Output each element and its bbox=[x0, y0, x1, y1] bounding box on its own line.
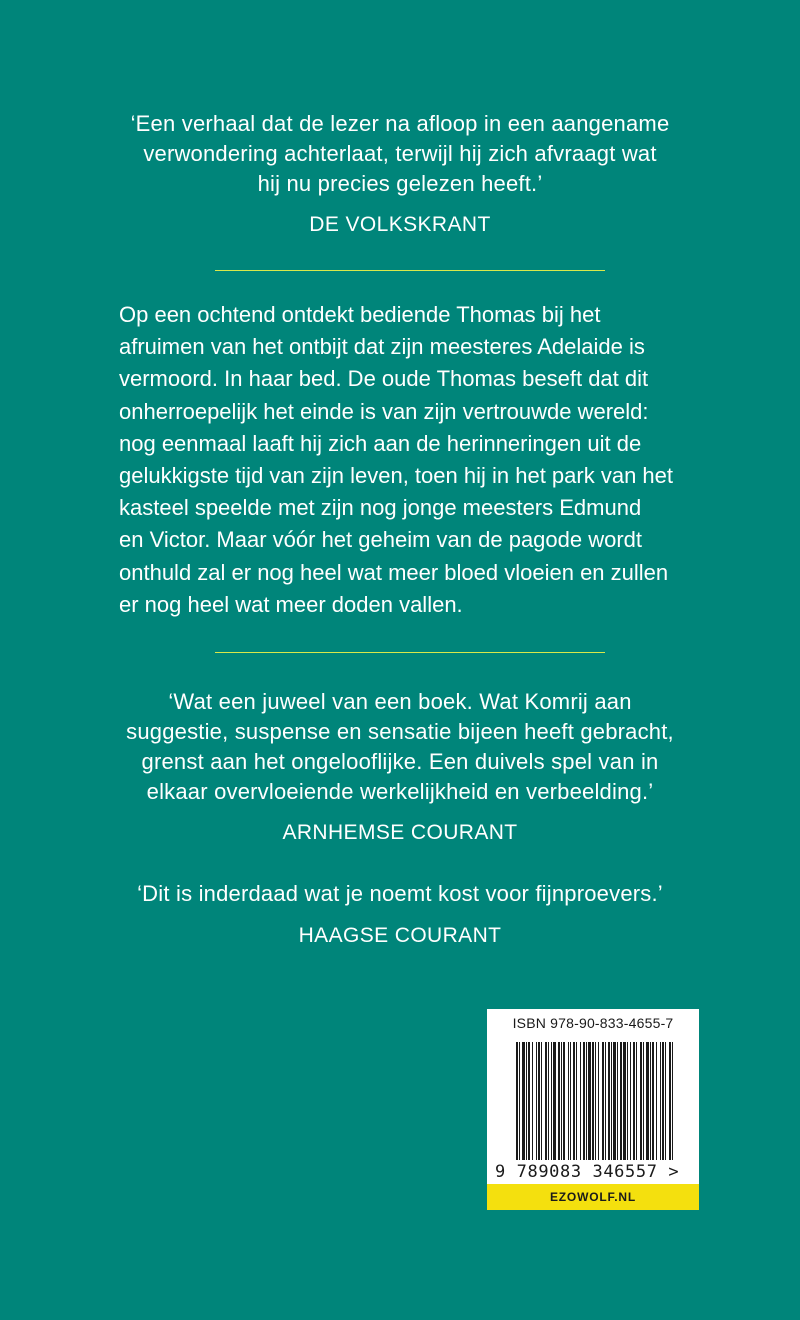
source-arnhemse-courant: ARNHEMSE COURANT bbox=[282, 821, 518, 844]
divider-rule bbox=[215, 270, 605, 271]
quote-arnhemse-courant: ‘Wat een juweel van een boek. Wat Komrij aan suggestie, suspense en sensatie bijeen heeft gebracht, grenst aan het ongelooflijke. Een duivels spel van in elkaar overvloeiende werkelijkheid en verbeelding.’ bbox=[126, 689, 674, 804]
source-volkskrant: DE VOLKSKRANT bbox=[309, 213, 491, 236]
quote-haagse-courant: ‘Dit is inderdaad wat je noemt kost voor fijnproevers.’ bbox=[137, 881, 663, 906]
blurb-text: Op een ochtend ontdekt bediende Thomas bij het afruimen van het ontbijt dat zijn meesteres Adelaide is vermoord. In haar bed. De oude Thomas beseft dat dit onherroepelijk het einde is van zijn vertrouwde wereld: nog eenmaal laaft hij zich aan de herinneringen uit de gelukkigste tijd van zijn leven, toen hij in het park van het kasteel speelde met zijn nog jonge meesters Edmund en Victor. Maar vóór het geheim van de pagode wordt onthuld zal er nog heel wat meer bloed vloeien en zullen er nog heel wat meer doden vallen. bbox=[119, 302, 673, 617]
quote-volkskrant: ‘Een verhaal dat de lezer na afloop in een aangename verwondering achterlaat, terwijl hij zich afvraagt wat hij nu precies gelezen heeft.’ bbox=[130, 111, 670, 196]
publisher-label: EZOWOLF.NL bbox=[550, 1190, 636, 1204]
barcode-bars-icon bbox=[487, 1009, 699, 1184]
isbn-label: ISBN 978-90-833-4655-7 bbox=[512, 1015, 674, 1031]
publisher-strip bbox=[487, 1184, 699, 1210]
divider-rule bbox=[215, 652, 605, 653]
source-haagse-courant: HAAGSE COURANT bbox=[298, 924, 502, 947]
isbn-barcode-box bbox=[487, 1009, 699, 1210]
barcode-digits: 9 789083 346557 > bbox=[495, 1162, 680, 1182]
